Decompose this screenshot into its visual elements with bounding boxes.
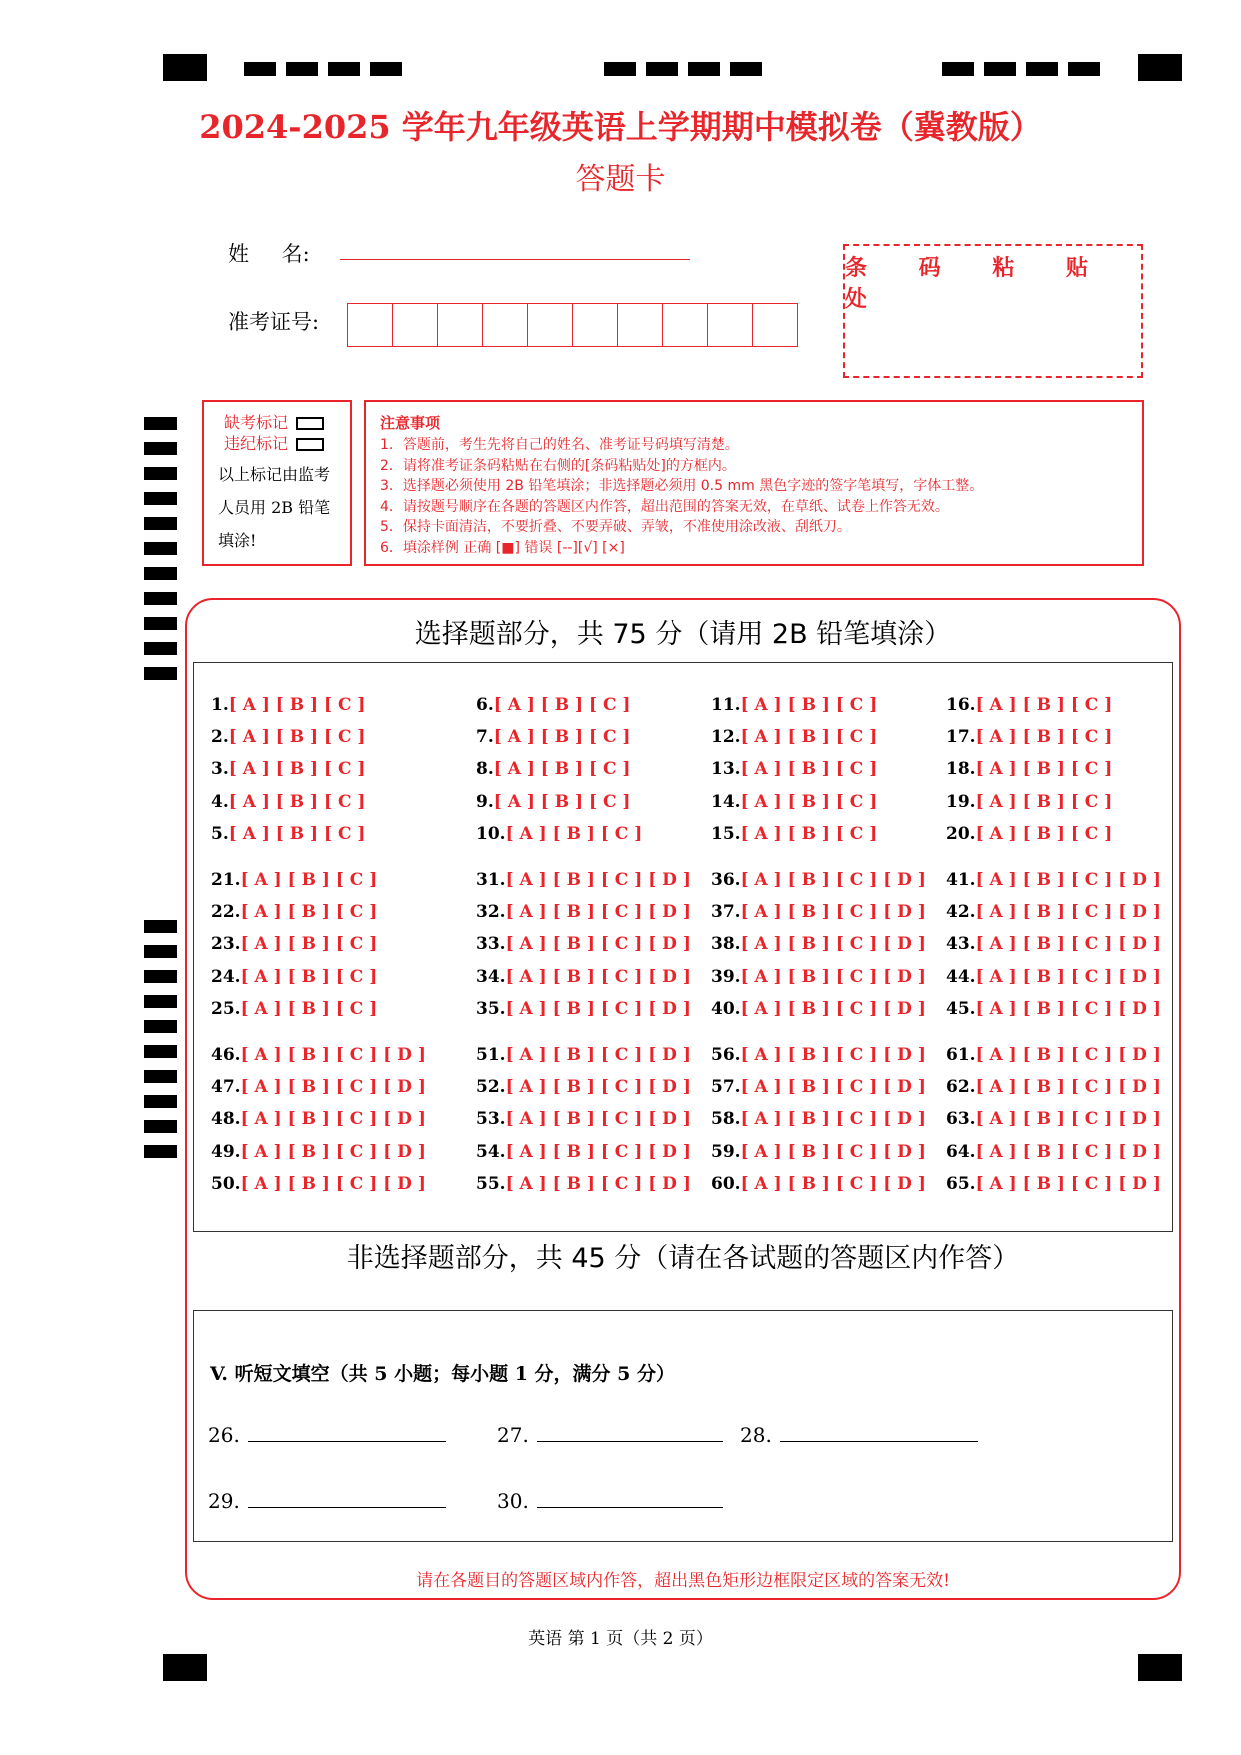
mc-question[interactable] — [476, 759, 630, 779]
answer-options[interactable]: [ A ] [ B ] [ C ] — [240, 902, 378, 922]
answer-options[interactable]: [ A ] [ B ] [ C ] — [975, 695, 1113, 715]
mc-question[interactable] — [946, 1142, 1161, 1162]
answer-options[interactable]: [ A ] [ B ] [ C ] [ D ] — [505, 870, 691, 890]
mc-question[interactable] — [211, 727, 365, 747]
question-number: 18. — [946, 759, 976, 779]
side-timing-mark — [144, 642, 177, 655]
mc-question[interactable] — [946, 902, 1161, 922]
side-timing-mark — [144, 995, 177, 1008]
mc-question[interactable] — [946, 999, 1161, 1019]
absent-mark — [224, 410, 324, 433]
question-number: 12. — [711, 727, 741, 747]
question-number: 47. — [211, 1077, 241, 1097]
answer-options[interactable]: [ A ] [ B ] [ C ] — [505, 824, 643, 844]
timing-mark — [646, 62, 678, 76]
page-subtitle: 答题卡 — [575, 162, 666, 197]
question-number: 23. — [211, 934, 241, 954]
marks-note-line: 填涂! — [218, 531, 257, 550]
question-number: 57. — [711, 1077, 741, 1097]
answer-options[interactable]: [ A ] [ B ] [ C ] [ D ] — [975, 1077, 1161, 1097]
question-number: 6. — [476, 695, 494, 715]
part-v-title: V. 听短文填空（共 5 小题；每小题 1 分，满分 5 分） — [210, 1363, 676, 1385]
answer-options[interactable]: [ A ] [ B ] [ C ] — [240, 934, 378, 954]
answer-line[interactable] — [537, 1487, 723, 1508]
answer-options[interactable]: [ A ] [ B ] [ C ] — [228, 759, 366, 779]
question-number: 42. — [946, 902, 976, 922]
side-timing-mark — [144, 920, 177, 933]
mc-question[interactable] — [211, 967, 377, 987]
answer-options[interactable]: [ A ] [ B ] [ C ] [ D ] — [975, 1142, 1161, 1162]
answer-options[interactable]: [ A ] [ B ] [ C ] — [740, 695, 878, 715]
mc-question[interactable] — [946, 1109, 1161, 1129]
answer-options[interactable]: [ A ] [ B ] [ C ] — [975, 759, 1113, 779]
id-digit-box[interactable] — [707, 303, 753, 347]
side-timing-mark — [144, 945, 177, 958]
mc-question[interactable] — [711, 695, 877, 715]
answer-options[interactable]: [ A ] [ B ] [ C ] [ D ] — [740, 1045, 926, 1065]
answer-options[interactable]: [ A ] [ B ] [ C ] [ D ] — [975, 1045, 1161, 1065]
side-timing-mark — [144, 970, 177, 983]
answer-options[interactable]: [ A ] [ B ] [ C ] [ D ] — [975, 999, 1161, 1019]
timing-mark — [286, 62, 318, 76]
mc-question[interactable] — [711, 1174, 926, 1194]
question-number: 10. — [476, 824, 506, 844]
mc-question[interactable] — [476, 1077, 691, 1097]
blank-number: 26. — [208, 1423, 240, 1447]
absent-mark-box[interactable] — [296, 417, 324, 430]
mc-question[interactable] — [211, 1174, 426, 1194]
question-number: 46. — [211, 1045, 241, 1065]
mc-question[interactable] — [476, 902, 691, 922]
question-number: 65. — [946, 1174, 976, 1194]
question-number: 33. — [476, 934, 506, 954]
page-footer: 英语 第 1 页（共 2 页） — [528, 1629, 713, 1649]
mc-question[interactable] — [211, 902, 377, 922]
id-digit-box[interactable] — [482, 303, 528, 347]
notes-heading: 注意事项 — [380, 414, 441, 432]
question-number: 53. — [476, 1109, 506, 1129]
answer-options[interactable]: [ A ] [ B ] [ C ] [ D ] — [740, 967, 926, 987]
mc-question[interactable] — [476, 1174, 691, 1194]
mc-question[interactable] — [711, 792, 877, 812]
question-number: 22. — [211, 902, 241, 922]
answer-options[interactable]: [ A ] [ B ] [ C ] — [493, 759, 631, 779]
answer-options[interactable]: [ A ] [ B ] [ C ] [ D ] — [740, 902, 926, 922]
question-number: 44. — [946, 967, 976, 987]
mc-question[interactable] — [711, 902, 926, 922]
question-number: 16. — [946, 695, 976, 715]
side-timing-mark — [144, 1070, 177, 1083]
question-number: 40. — [711, 999, 741, 1019]
mc-question[interactable] — [711, 1077, 926, 1097]
answer-options[interactable]: [ A ] [ B ] [ C ] [ D ] — [975, 934, 1161, 954]
mc-question[interactable] — [476, 967, 691, 987]
nc-section-title: 非选择题部分，共 45 分（请在各试题的答题区内作答） — [346, 1243, 1020, 1274]
answer-options[interactable]: [ A ] [ B ] [ C ] — [975, 824, 1113, 844]
answer-options[interactable]: [ A ] [ B ] [ C ] [ D ] — [975, 870, 1161, 890]
id-digit-box[interactable] — [527, 303, 573, 347]
answer-options[interactable]: [ A ] [ B ] [ C ] [ D ] — [505, 934, 691, 954]
mc-question[interactable] — [946, 727, 1112, 747]
side-timing-mark — [144, 1120, 177, 1133]
question-number: 11. — [711, 695, 741, 715]
mc-question[interactable] — [476, 824, 642, 844]
blank-26 — [208, 1421, 446, 1447]
answer-options[interactable]: [ A ] [ B ] [ C ] — [228, 727, 366, 747]
side-timing-mark — [144, 667, 177, 680]
notes-box — [364, 400, 1144, 566]
mc-question[interactable] — [711, 727, 877, 747]
question-number: 14. — [711, 792, 741, 812]
answer-options[interactable]: [ A ] [ B ] [ C ] [ D ] — [240, 1109, 426, 1129]
timing-mark — [370, 62, 402, 76]
question-number: 58. — [711, 1109, 741, 1129]
answer-options[interactable]: [ A ] [ B ] [ C ] — [740, 824, 878, 844]
answer-options[interactable]: [ A ] [ B ] [ C ] [ D ] — [740, 934, 926, 954]
answer-options[interactable]: [ A ] [ B ] [ C ] — [493, 695, 631, 715]
corner-mark-top-right — [1138, 54, 1182, 81]
answer-options[interactable]: [ A ] [ B ] [ C ] [ D ] — [975, 1109, 1161, 1129]
blank-number: 28. — [740, 1423, 772, 1447]
answer-options[interactable]: [ A ] [ B ] [ C ] — [493, 792, 631, 812]
violation-mark — [224, 431, 324, 454]
mc-question[interactable] — [211, 1077, 426, 1097]
question-number: 39. — [711, 967, 741, 987]
question-number: 24. — [211, 967, 241, 987]
mc-question[interactable] — [711, 967, 926, 987]
id-digit-box[interactable] — [662, 303, 708, 347]
question-number: 9. — [476, 792, 494, 812]
answer-options[interactable]: [ A ] [ B ] [ C ] [ D ] — [240, 1045, 426, 1065]
mc-question[interactable] — [476, 999, 691, 1019]
blank-29 — [208, 1487, 446, 1513]
answer-line[interactable] — [537, 1421, 723, 1442]
question-number: 60. — [711, 1174, 741, 1194]
timing-mark — [1068, 62, 1100, 76]
question-number: 25. — [211, 999, 241, 1019]
timing-mark — [328, 62, 360, 76]
question-number: 20. — [946, 824, 976, 844]
question-number: 41. — [946, 870, 976, 890]
question-number: 36. — [711, 870, 741, 890]
barcode-label: 条 码 粘 贴 处 — [845, 256, 1110, 312]
side-timing-mark — [144, 592, 177, 605]
marks-instruction — [218, 458, 330, 557]
answer-options[interactable]: [ A ] [ B ] [ C ] [ D ] — [505, 1109, 691, 1129]
marks-note-line: 人员用 2B 铅笔 — [218, 498, 331, 517]
id-digit-box[interactable] — [572, 303, 618, 347]
boundary-warning: 请在各题目的答题区域内作答，超出黑色矩形边框限定区域的答案无效! — [416, 1571, 950, 1591]
id-digit-box[interactable] — [617, 303, 663, 347]
question-number: 52. — [476, 1077, 506, 1097]
corner-mark-bottom-left — [163, 1654, 207, 1681]
answer-options[interactable]: [ A ] [ B ] [ C ] — [493, 727, 631, 747]
question-number: 19. — [946, 792, 976, 812]
question-number: 15. — [711, 824, 741, 844]
answer-options[interactable]: [ A ] [ B ] [ C ] [ D ] — [740, 1077, 926, 1097]
mc-question[interactable] — [211, 1142, 426, 1162]
timing-mark — [730, 62, 762, 76]
side-timing-mark — [144, 492, 177, 505]
side-timing-mark — [144, 467, 177, 480]
answer-line[interactable] — [248, 1487, 446, 1508]
question-number: 2. — [211, 727, 229, 747]
question-number: 50. — [211, 1174, 241, 1194]
name-field[interactable] — [340, 258, 690, 260]
question-number: 64. — [946, 1142, 976, 1162]
answer-options[interactable]: [ A ] [ B ] [ C ] — [240, 999, 378, 1019]
mc-question[interactable] — [711, 759, 877, 779]
answer-options[interactable]: [ A ] [ B ] [ C ] [ D ] — [505, 1174, 691, 1194]
marks-note-line: 以上标记由监考 — [218, 465, 331, 484]
mc-question[interactable] — [711, 1045, 926, 1065]
question-number: 4. — [211, 792, 229, 812]
mc-question[interactable] — [711, 870, 926, 890]
answer-options[interactable]: [ A ] [ B ] [ C ] [ D ] — [505, 967, 691, 987]
mc-question[interactable] — [211, 870, 377, 890]
mc-question[interactable] — [476, 1142, 691, 1162]
question-number: 31. — [476, 870, 506, 890]
mc-question[interactable] — [211, 934, 377, 954]
answer-options[interactable]: [ A ] [ B ] [ C ] — [740, 792, 878, 812]
mc-question[interactable] — [946, 759, 1112, 779]
answer-options[interactable]: [ A ] [ B ] [ C ] [ D ] — [240, 1142, 426, 1162]
id-digit-box[interactable] — [347, 303, 393, 347]
mc-question[interactable] — [946, 870, 1161, 890]
mc-question[interactable] — [711, 1109, 926, 1129]
mc-question[interactable] — [211, 695, 365, 715]
blank-number: 27. — [497, 1423, 529, 1447]
mc-question[interactable] — [711, 999, 926, 1019]
mc-question[interactable] — [946, 792, 1112, 812]
blank-27 — [497, 1421, 723, 1447]
question-number: 37. — [711, 902, 741, 922]
answer-options[interactable]: [ A ] [ B ] [ C ] — [240, 870, 378, 890]
answer-options[interactable]: [ A ] [ B ] [ C ] — [740, 759, 878, 779]
answer-options[interactable]: [ A ] [ B ] [ C ] [ D ] — [740, 870, 926, 890]
answer-line[interactable] — [780, 1421, 978, 1442]
mc-question[interactable] — [476, 934, 691, 954]
answer-line[interactable] — [248, 1421, 446, 1442]
timing-mark — [604, 62, 636, 76]
question-number: 34. — [476, 967, 506, 987]
side-timing-mark — [144, 1095, 177, 1108]
corner-mark-top-left — [163, 54, 207, 81]
answer-options[interactable]: [ A ] [ B ] [ C ] — [228, 824, 366, 844]
violation-mark-label: 违纪标记 — [224, 434, 289, 453]
side-timing-mark — [144, 442, 177, 455]
mc-section-title: 选择题部分，共 75 分（请用 2B 铅笔填涂） — [414, 619, 952, 650]
question-number: 51. — [476, 1045, 506, 1065]
barcode-area — [843, 244, 1143, 378]
marks-box — [202, 400, 352, 566]
answer-options[interactable]: [ A ] [ B ] [ C ] [ D ] — [975, 902, 1161, 922]
question-number: 13. — [711, 759, 741, 779]
question-number: 32. — [476, 902, 506, 922]
side-timing-mark — [144, 542, 177, 555]
question-number: 55. — [476, 1174, 506, 1194]
mc-question[interactable] — [711, 1142, 926, 1162]
exam-id-boxes[interactable] — [348, 303, 798, 347]
name-label: 姓 名: — [228, 242, 310, 266]
answer-options[interactable]: [ A ] [ B ] [ C ] — [975, 727, 1113, 747]
question-number: 54. — [476, 1142, 506, 1162]
blank-number: 30. — [497, 1489, 529, 1513]
question-number: 49. — [211, 1142, 241, 1162]
answer-options[interactable]: [ A ] [ B ] [ C ] [ D ] — [740, 1174, 926, 1194]
question-number: 5. — [211, 824, 229, 844]
mc-question[interactable] — [711, 824, 877, 844]
note-item: 1．答题前，考生先将自己的姓名、准考证号码填写清楚。 — [380, 437, 739, 453]
question-number: 38. — [711, 934, 741, 954]
absent-mark-label: 缺考标记 — [224, 413, 289, 432]
question-number: 1. — [211, 695, 229, 715]
nc-answer-box — [193, 1310, 1173, 1542]
question-number: 7. — [476, 727, 494, 747]
question-number: 35. — [476, 999, 506, 1019]
mc-question[interactable] — [476, 1109, 691, 1129]
side-timing-mark — [144, 417, 177, 430]
answer-options[interactable]: [ A ] [ B ] [ C ] [ D ] — [505, 1077, 691, 1097]
answer-options[interactable]: [ A ] [ B ] [ C ] [ D ] — [240, 1174, 426, 1194]
mc-question[interactable] — [946, 1174, 1161, 1194]
timing-mark — [984, 62, 1016, 76]
question-number: 59. — [711, 1142, 741, 1162]
timing-mark — [1026, 62, 1058, 76]
side-timing-mark — [144, 567, 177, 580]
answer-options[interactable]: [ A ] [ B ] [ C ] — [240, 967, 378, 987]
question-number: 56. — [711, 1045, 741, 1065]
answer-options[interactable]: [ A ] [ B ] [ C ] [ D ] — [740, 1109, 926, 1129]
answer-options[interactable]: [ A ] [ B ] [ C ] [ D ] — [740, 999, 926, 1019]
answer-options[interactable]: [ A ] [ B ] [ C ] [ D ] — [240, 1077, 426, 1097]
answer-options[interactable]: [ A ] [ B ] [ C ] [ D ] — [505, 1045, 691, 1065]
question-number: 63. — [946, 1109, 976, 1129]
side-timing-mark — [144, 517, 177, 530]
question-number: 61. — [946, 1045, 976, 1065]
side-timing-mark — [144, 1145, 177, 1158]
mc-question[interactable] — [946, 1045, 1161, 1065]
mc-question[interactable] — [711, 934, 926, 954]
note-item: 2．请将准考证条码粘贴在右侧的[条码粘贴处]的方框内。 — [380, 457, 736, 474]
page-title: 2024-2025 学年九年级英语上学期期中模拟卷（冀教版） — [199, 108, 1042, 146]
mc-question[interactable] — [476, 1045, 691, 1065]
mc-question[interactable] — [946, 1077, 1161, 1097]
side-timing-mark — [144, 617, 177, 630]
question-number: 62. — [946, 1077, 976, 1097]
mc-question[interactable] — [946, 824, 1112, 844]
timing-mark — [244, 62, 276, 76]
note-item: 3．选择题必须使用 2B 铅笔填涂；非选择题必须用 0.5 mm 黑色字迹的签字笔填写，字体工整。 — [380, 478, 984, 494]
answer-options[interactable]: [ A ] [ B ] [ C ] [ D ] — [975, 967, 1161, 987]
answer-options[interactable]: [ A ] [ B ] [ C ] — [228, 792, 366, 812]
id-digit-box[interactable] — [392, 303, 438, 347]
corner-mark-bottom-right — [1138, 1654, 1182, 1681]
mc-question[interactable] — [211, 999, 377, 1019]
note-item: 6．填涂样例 正确 [■] 错误 [--][√] [×] — [380, 539, 625, 556]
question-number: 21. — [211, 870, 241, 890]
answer-options[interactable]: [ A ] [ B ] [ C ] — [740, 727, 878, 747]
mc-question[interactable] — [946, 967, 1161, 987]
violation-mark-box[interactable] — [296, 438, 324, 451]
mc-question[interactable] — [476, 727, 630, 747]
blank-30 — [497, 1487, 723, 1513]
note-item: 4．请按题号顺序在各题的答题区内作答，超出范围的答案无效，在草纸、试卷上作答无效。 — [380, 498, 949, 515]
answer-options[interactable]: [ A ] [ B ] [ C ] — [975, 792, 1113, 812]
mc-question[interactable] — [476, 695, 630, 715]
timing-mark — [942, 62, 974, 76]
answer-options[interactable]: [ A ] [ B ] [ C ] — [228, 695, 366, 715]
id-digit-box[interactable] — [752, 303, 798, 347]
side-timing-mark — [144, 1020, 177, 1033]
side-timing-mark — [144, 1045, 177, 1058]
answer-options[interactable]: [ A ] [ B ] [ C ] [ D ] — [505, 1142, 691, 1162]
answer-options[interactable]: [ A ] [ B ] [ C ] [ D ] — [975, 1174, 1161, 1194]
mc-question[interactable] — [211, 824, 365, 844]
mc-question[interactable] — [211, 792, 365, 812]
mc-question[interactable] — [211, 759, 365, 779]
answer-options[interactable]: [ A ] [ B ] [ C ] [ D ] — [505, 902, 691, 922]
blank-number: 29. — [208, 1489, 240, 1513]
answer-options[interactable]: [ A ] [ B ] [ C ] [ D ] — [740, 1142, 926, 1162]
mc-question[interactable] — [211, 1045, 426, 1065]
mc-question[interactable] — [946, 934, 1161, 954]
timing-mark — [688, 62, 720, 76]
question-number: 48. — [211, 1109, 241, 1129]
id-label: 准考证号: — [228, 310, 320, 334]
mc-question[interactable] — [946, 695, 1112, 715]
blank-28 — [740, 1421, 978, 1447]
mc-question[interactable] — [211, 1109, 426, 1129]
question-number: 8. — [476, 759, 494, 779]
question-number: 3. — [211, 759, 229, 779]
note-item: 5．保持卡面清洁，不要折叠、不要弄破、弄皱，不准使用涂改液、刮纸刀。 — [380, 519, 851, 535]
question-number: 45. — [946, 999, 976, 1019]
answer-options[interactable]: [ A ] [ B ] [ C ] [ D ] — [505, 999, 691, 1019]
question-number: 43. — [946, 934, 976, 954]
mc-question[interactable] — [476, 792, 630, 812]
id-digit-box[interactable] — [437, 303, 483, 347]
mc-question[interactable] — [476, 870, 691, 890]
question-number: 17. — [946, 727, 976, 747]
